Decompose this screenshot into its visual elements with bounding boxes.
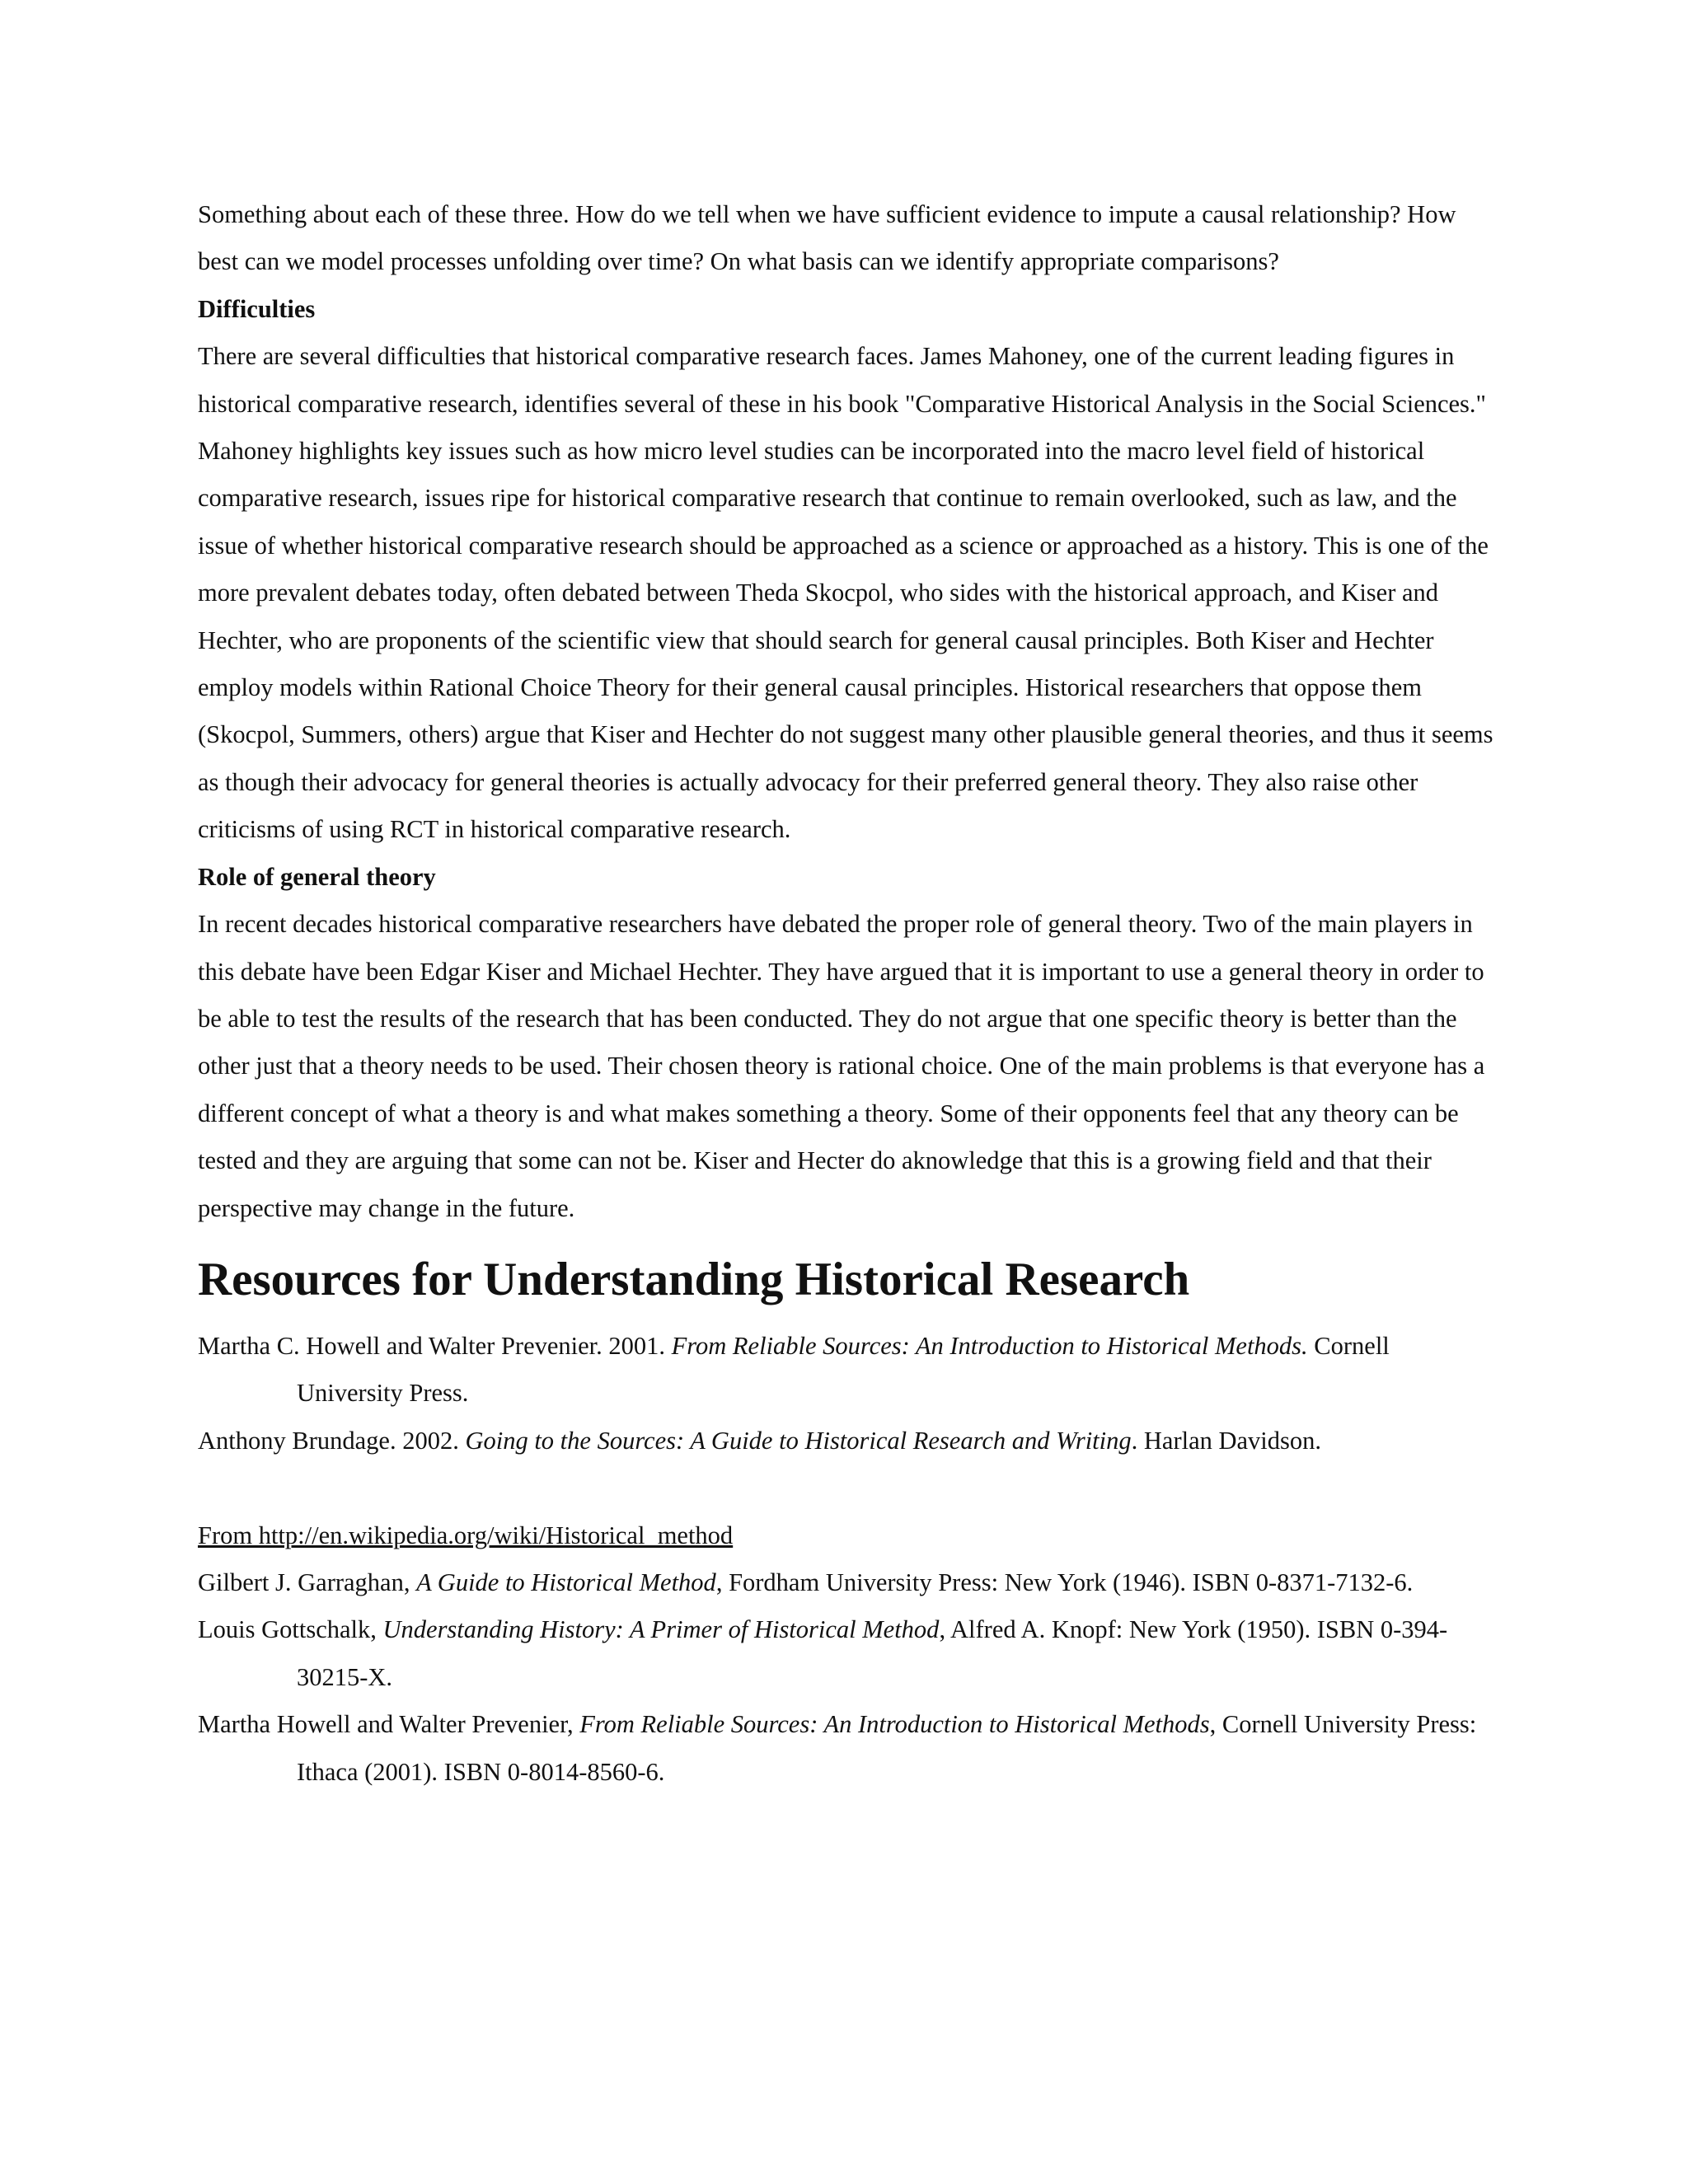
- reference-item: [198, 1418, 1500, 1465]
- reference-author: Gilbert J. Garraghan,: [198, 1568, 417, 1596]
- reference-title: A Guide to Historical Method: [416, 1568, 716, 1596]
- blank-line: [198, 1465, 1500, 1511]
- reference-author: Martha Howell and Walter Prevenier,: [198, 1710, 580, 1739]
- reference-title: From Reliable Sources: An Introduction to Historical Methods.: [671, 1331, 1308, 1360]
- reference-title: Understanding History: A Primer of Historical Method: [382, 1615, 940, 1644]
- difficulties-paragraph: There are several difficulties that historical comparative research faces. James Mahoney, one of the current leading figures in historical comparative research, identifies several of these in his book "Comparative Historical Analysis in the Social Sciences." Mahoney highlights key issues such as how micro level studies can be incorporated into the macro level field of historical comparative research, issues ripe for historical comparative research that continue to remain overlooked, such as law, and the issue of whether historical comparative research should be approached as a science or approached as a history. This is one of the more prevalent debates today, often debated between Theda Skocpol, who sides with the historical approach, and Kiser and Hechter, who are proponents of the scientific view that should search for general causal principles. Both Kiser and Hechter employ models within Rational Choice Theory for their general causal principles. Historical researchers that oppose them (Skocpol, Summers, others) argue that Kiser and Hechter do not suggest many other plausible general theories, and thus it seems as though their advocacy for general theories is actually advocacy for their preferred general theory. They also raise other criticisms of using RCT in historical comparative research.: [198, 342, 1493, 844]
- reference-publisher: , Cornell University Press: Ithaca (2001). ISBN 0-8014-8560-6.: [297, 1710, 1477, 1786]
- reference-title: From Reliable Sources: An Introduction to Historical Methods: [579, 1710, 1210, 1739]
- source-link[interactable]: From http://en.wikipedia.org/wiki/Historical_method: [198, 1521, 734, 1549]
- reference-item: [198, 1559, 1500, 1606]
- reference-item: [198, 1606, 1500, 1701]
- reference-title: Going to the Sources: A Guide to Historical Research and Writing: [465, 1426, 1132, 1455]
- role-paragraph: In recent decades historical comparative researchers have debated the proper role of general theory. Two of the main players in this debate have been Edgar Kiser and Michael Hechter. They have argued that it is important to use a general theory in order to be able to test the results of the research that has been conducted. They do not argue that one specific theory is better than the other just that a theory needs to be used. Their chosen theory is rational choice. One of the main problems is that everyone has a different concept of what a theory is and what makes something a theory. Some of their opponents feel that any theory can be tested and they are arguing that some can not be. Kiser and Hecter do aknowledge that this is a growing field and that their perspective may change in the future.: [198, 910, 1485, 1222]
- reference-publisher: Cornell University Press.: [297, 1331, 1390, 1408]
- role-heading: Role of general theory: [198, 862, 436, 891]
- resources-title: Resources for Understanding Historical Research: [198, 1253, 1190, 1305]
- reference-author: Louis Gottschalk,: [198, 1615, 383, 1644]
- document-page: [198, 191, 1500, 1796]
- difficulties-heading: Difficulties: [198, 294, 316, 323]
- reference-publisher: , Alfred A. Knopf: New York (1950). ISBN 0-394-30215-X.: [297, 1615, 1448, 1691]
- reference-author: Anthony Brundage. 2002.: [198, 1426, 466, 1455]
- intro-paragraph: Something about each of these three. How do we tell when we have sufficient evidence to impute a causal relationship? How best can we model processes unfolding over time? On what basis can we identify appropriate comparisons?: [198, 200, 1456, 276]
- reference-item: [198, 1701, 1500, 1796]
- reference-publisher: , Fordham University Press: New York (1946). ISBN 0-8371-7132-6.: [715, 1568, 1414, 1596]
- reference-publisher: . Harlan Davidson.: [1131, 1426, 1322, 1455]
- reference-author: Martha C. Howell and Walter Prevenier. 2001.: [198, 1331, 672, 1360]
- reference-item: [198, 1323, 1500, 1418]
